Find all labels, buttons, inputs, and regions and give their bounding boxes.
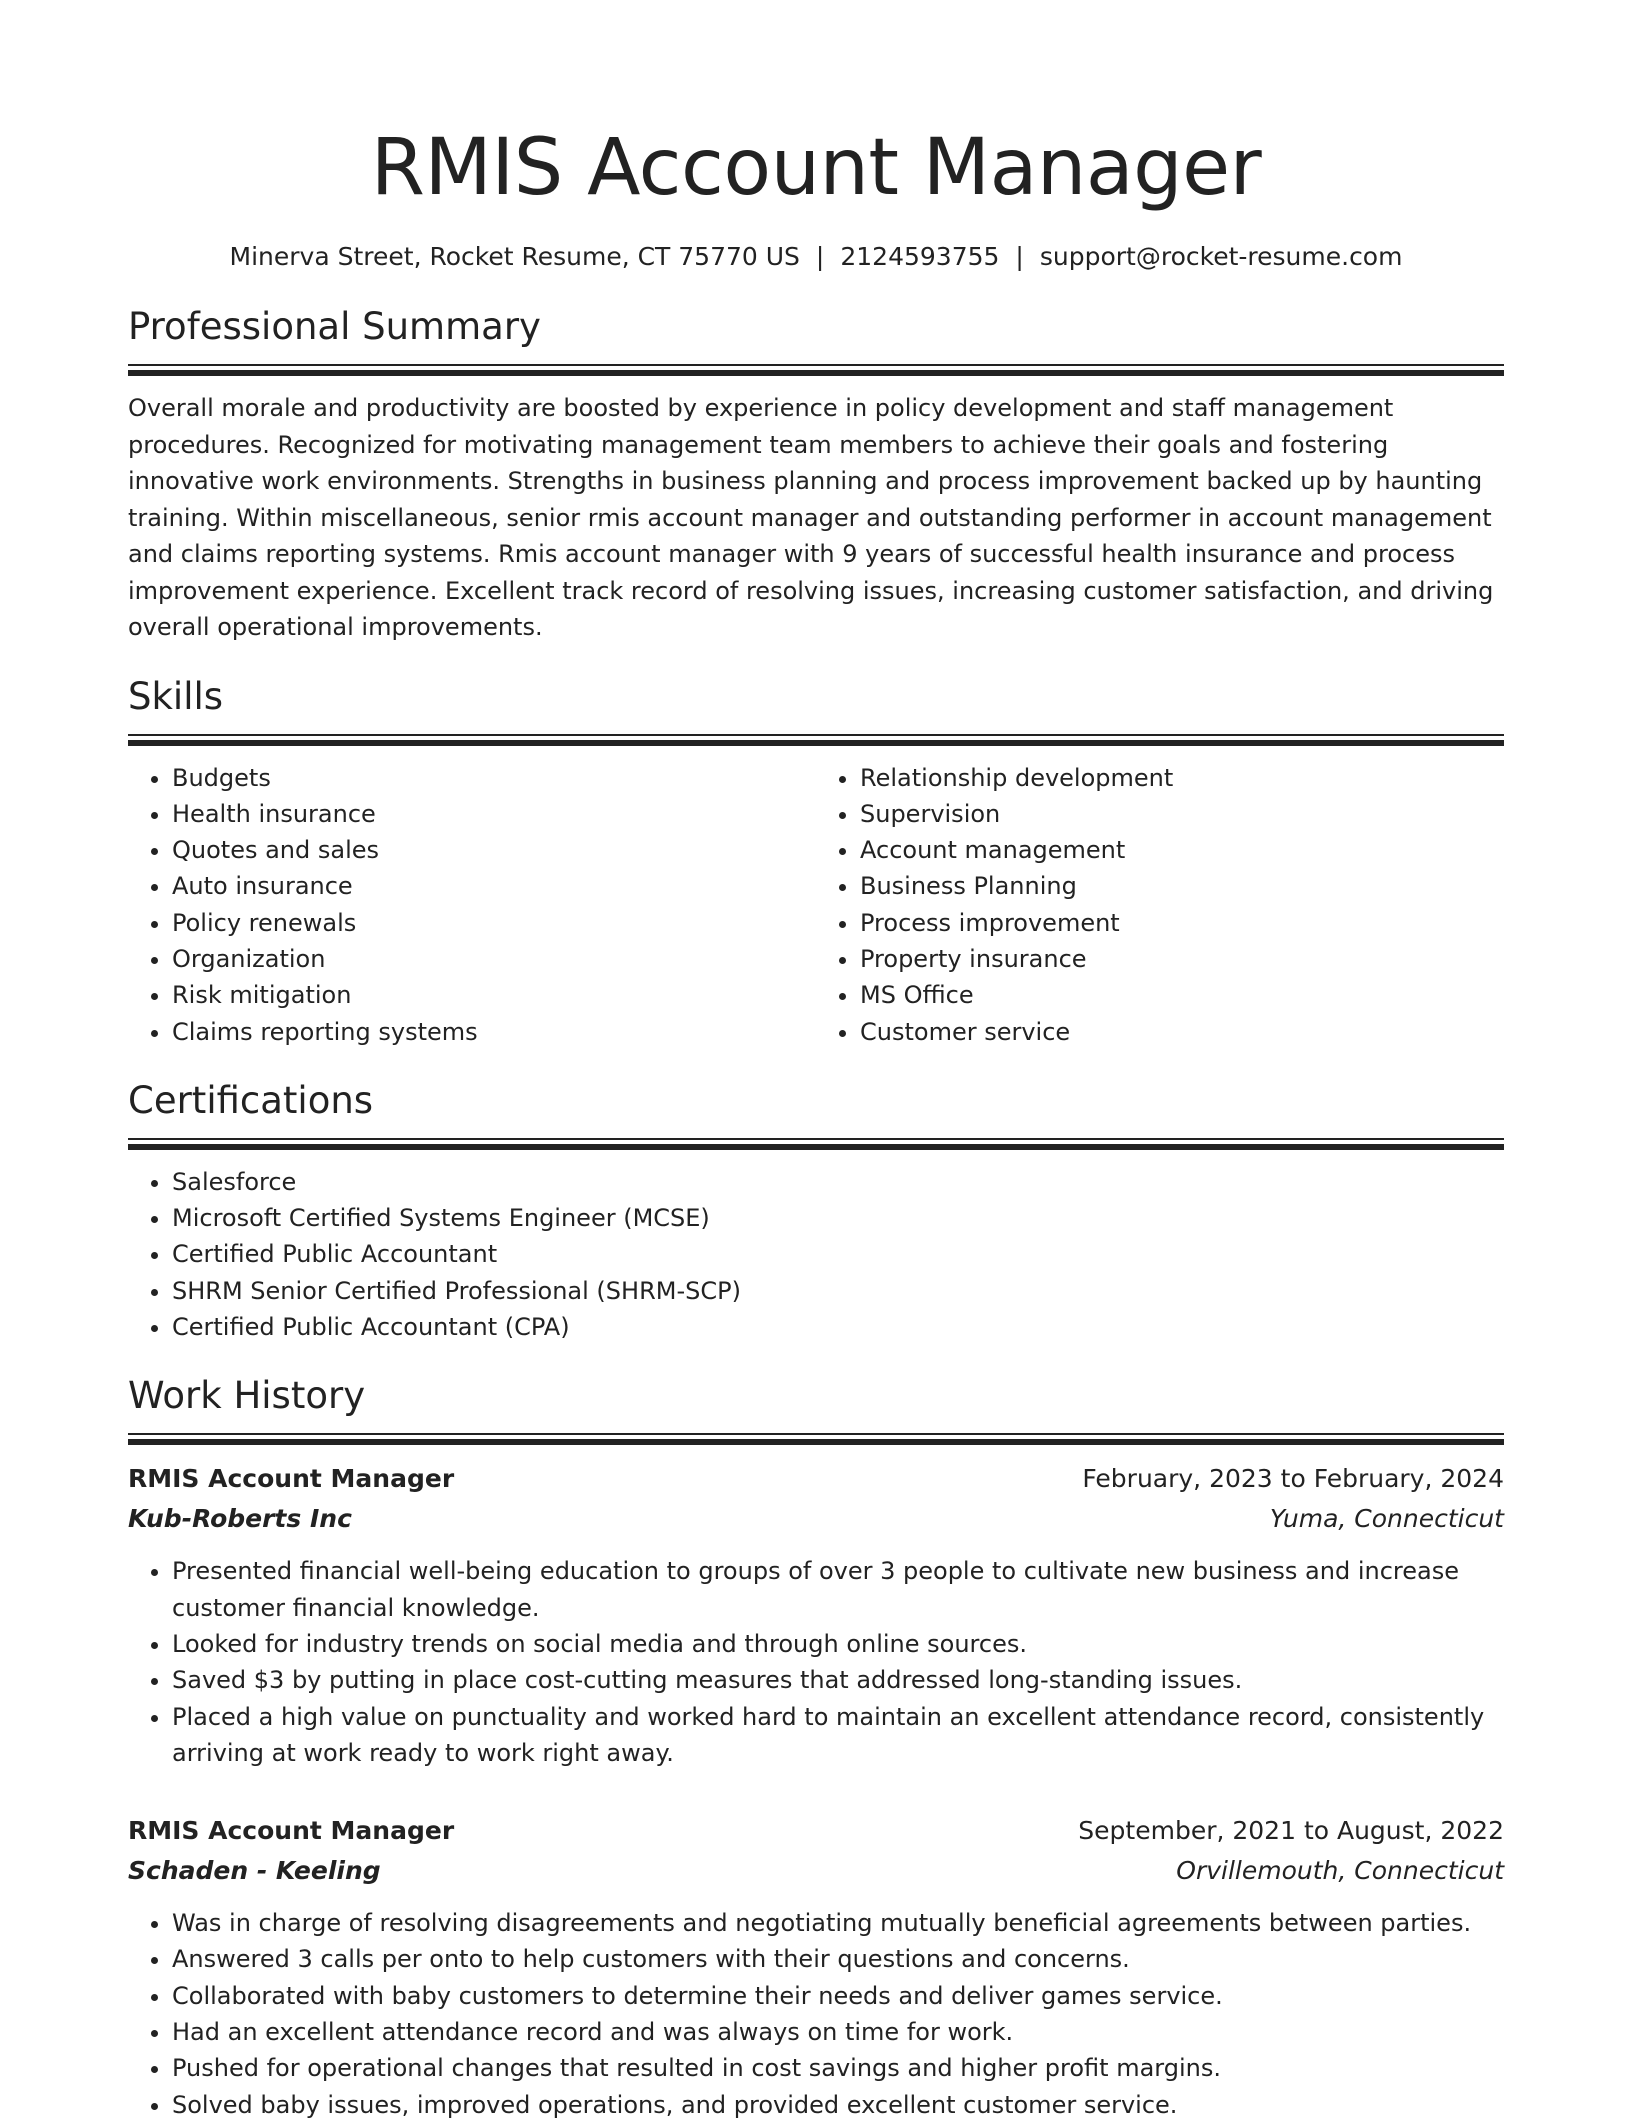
certification-item: • Certified Public Accountant [172, 1236, 1504, 1272]
job-dates: September, 2021 to August, 2022 [1078, 1816, 1504, 1846]
job-bullet: • Saved $3 by putting in place cost-cutting measures that addressed long-standing issues. [172, 1662, 1504, 1698]
job-company: Schaden - Keeling [128, 1856, 381, 1886]
skill-item: • Quotes and sales [172, 832, 816, 868]
job-entry [128, 1459, 1504, 1771]
section-divider [128, 734, 1504, 746]
contact-separator: | [1015, 242, 1024, 271]
skill-item: • Account management [860, 832, 1504, 868]
job-bullet-list [128, 1905, 1504, 2123]
certification-item: • Certified Public Accountant (CPA) [172, 1309, 1504, 1345]
job-entry [128, 1811, 1504, 2123]
section-divider [128, 364, 1504, 376]
job-company: Kub-Roberts Inc [128, 1504, 352, 1534]
skill-item: • Process improvement [860, 905, 1504, 941]
job-company-row [128, 1851, 1504, 1891]
job-bullet: • Presented financial well-being education to groups of over 3 people to cultivate new business and increase customer financial knowledge. [172, 1553, 1504, 1626]
job-bullet-list [128, 1553, 1504, 1771]
skill-item: • Claims reporting systems [172, 1014, 816, 1050]
skill-item: • Budgets [172, 760, 816, 796]
contact-separator: | [815, 242, 825, 271]
job-header-row [128, 1811, 1504, 1851]
contact-email[interactable]: support@rocket-resume.com [1039, 242, 1403, 271]
job-location: Orvillemouth, Connecticut [1176, 1856, 1504, 1886]
job-bullet: • Answered 3 calls per onto to help customers with their questions and concerns. [172, 1941, 1504, 1977]
certifications-heading: Certifications [128, 1078, 374, 1122]
section-divider [128, 1138, 1504, 1150]
job-bullet: • Pushed for operational changes that resulted in cost savings and higher profit margins. [172, 2050, 1504, 2086]
summary-heading: Professional Summary [128, 305, 541, 348]
job-bullet: • Was in charge of resolving disagreements and negotiating mutually beneficial agreements between parties. [172, 1905, 1504, 1941]
skill-item: • MS Office [860, 977, 1504, 1013]
skill-item: • Policy renewals [172, 905, 816, 941]
resume-name: RMIS Account Manager [370, 123, 1262, 213]
certification-item: • SHRM Senior Certified Professional (SHRM-SCP) [172, 1273, 1504, 1309]
skill-item: • Relationship development [860, 760, 1504, 796]
skill-item: • Health insurance [172, 796, 816, 832]
contact-phone: 2124593755 [840, 242, 1000, 271]
job-title: RMIS Account Manager [128, 1816, 455, 1846]
skill-item: • Risk mitigation [172, 977, 816, 1013]
skill-item: • Organization [172, 941, 816, 977]
job-dates: February, 2023 to February, 2024 [1082, 1464, 1504, 1494]
job-company-row [128, 1499, 1504, 1539]
summary-section [128, 304, 1504, 646]
job-location: Yuma, Connecticut [1269, 1504, 1504, 1534]
skills-list-left [128, 760, 816, 1050]
summary-text: Overall morale and productivity are boosted by experience in policy development and staff management procedures. Recognized for motivating management team members to achieve their goals and fostering innovative work environments. Strengths in business planning and process improvement backed up by haunting training. Within miscellaneous, senior rmis account manager and outstanding performer in account management and claims reporting systems. Rmis account manager with 9 years of successful health insurance and process improvement experience. Excellent track record of resolving issues, increasing customer satisfaction, and driving overall operational improvements. [128, 394, 1494, 641]
work-history-heading: Work History [128, 1374, 366, 1418]
job-bullet: • Collaborated with baby customers to determine their needs and deliver games service. [172, 1978, 1504, 2014]
skills-list-right [816, 760, 1504, 1050]
skill-item: • Customer service [860, 1014, 1504, 1050]
skills-section [128, 674, 1504, 1050]
skill-item: • Business Planning [860, 868, 1504, 904]
job-title: RMIS Account Manager [128, 1464, 455, 1494]
skill-item: • Auto insurance [172, 868, 816, 904]
skill-item: • Property insurance [860, 941, 1504, 977]
job-bullet: • Looked for industry trends on social media and through online sources. [172, 1626, 1504, 1662]
skill-item: • Supervision [860, 796, 1504, 832]
certification-item: • Salesforce [172, 1164, 1504, 1200]
contact-address: Minerva Street, Rocket Resume, CT 75770 US [229, 242, 800, 271]
contact-line [128, 240, 1504, 274]
job-bullet: • Solved baby issues, improved operations, and provided excellent customer service. [172, 2087, 1504, 2123]
job-bullet: • Placed a high value on punctuality and worked hard to maintain an excellent attendance record, consistently arriving at work ready to work right away. [172, 1699, 1504, 1772]
skills-grid [128, 760, 1504, 1050]
job-header-row [128, 1459, 1504, 1499]
job-bullet: • Had an excellent attendance record and was always on time for work. [172, 2014, 1504, 2050]
work-history-section [128, 1373, 1504, 2123]
section-divider [128, 1433, 1504, 1445]
certifications-section [128, 1078, 1504, 1345]
certification-item: • Microsoft Certified Systems Engineer (MCSE) [172, 1200, 1504, 1236]
skills-heading: Skills [128, 674, 224, 718]
certifications-list [128, 1164, 1504, 1345]
